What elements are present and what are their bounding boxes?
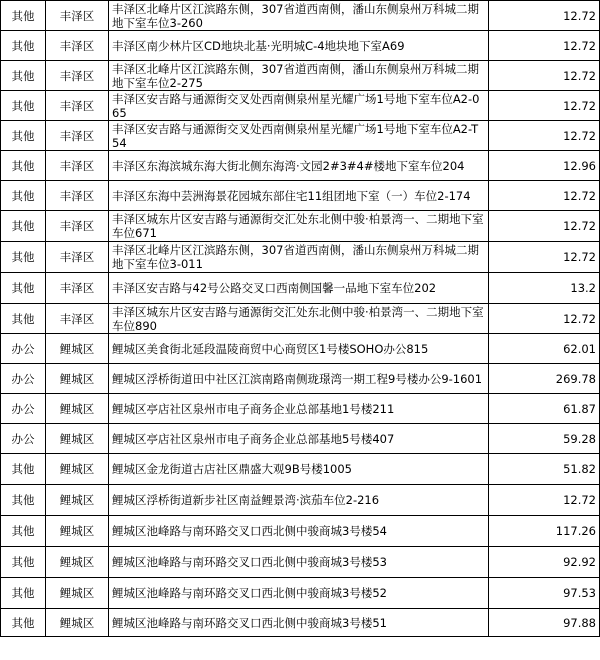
- type-cell: 其他: [1, 181, 46, 211]
- table-row: [1, 1, 600, 31]
- type-cell: 其他: [1, 61, 46, 91]
- district-cell: 丰泽区: [46, 304, 109, 334]
- address-cell: 丰泽区东海滨城东海大街北侧东海湾·文园2#3#4#楼地下室车位204: [109, 151, 489, 181]
- table-row: [1, 91, 600, 121]
- address-cell: 丰泽区城东片区安吉路与通源街交汇处东北侧中骏·柏景湾一、二期地下室车位890: [109, 304, 489, 334]
- district-cell: 丰泽区: [46, 211, 109, 242]
- table-row: [1, 364, 600, 394]
- table-row: [1, 334, 600, 364]
- area-cell: 12.72: [489, 31, 600, 61]
- address-cell: 丰泽区南少林片区CD地块北基·光明城C-4地块地下室A69: [109, 31, 489, 61]
- district-cell: 丰泽区: [46, 151, 109, 181]
- area-cell: 117.26: [489, 516, 600, 547]
- type-cell: 其他: [1, 547, 46, 578]
- table-row: [1, 609, 600, 637]
- table-row: [1, 394, 600, 424]
- type-cell: 其他: [1, 273, 46, 304]
- district-cell: 丰泽区: [46, 242, 109, 273]
- area-cell: 12.72: [489, 242, 600, 273]
- type-cell: 办公: [1, 394, 46, 424]
- address-cell: 丰泽区北峰片区江滨路东侧，307省道西南侧，潘山东侧泉州万科城二期地下室车位3-011: [109, 242, 489, 273]
- address-cell: 鲤城区池峰路与南环路交叉口西北侧中骏商城3号楼54: [109, 516, 489, 547]
- type-cell: 其他: [1, 578, 46, 609]
- type-cell: 其他: [1, 609, 46, 637]
- address-cell: 鲤城区美食街北延段温陵商贸中心商贸区1号楼SOHO办公815: [109, 334, 489, 364]
- address-cell: 丰泽区北峰片区江滨路东侧，307省道西南侧，潘山东侧泉州万科城二期地下室车位3-260: [109, 1, 489, 31]
- area-cell: 12.72: [489, 485, 600, 516]
- address-cell: 丰泽区安吉路与42号公路交叉口西南侧国馨一品地下室车位202: [109, 273, 489, 304]
- district-cell: 丰泽区: [46, 91, 109, 121]
- area-cell: 62.01: [489, 334, 600, 364]
- address-cell: 鲤城区池峰路与南环路交叉口西北侧中骏商城3号楼53: [109, 547, 489, 578]
- district-cell: 鲤城区: [46, 454, 109, 485]
- table-row: [1, 547, 600, 578]
- type-cell: 办公: [1, 364, 46, 394]
- area-cell: 51.82: [489, 454, 600, 485]
- type-cell: 其他: [1, 304, 46, 334]
- area-cell: 12.72: [489, 211, 600, 242]
- district-cell: 鲤城区: [46, 609, 109, 637]
- district-cell: 丰泽区: [46, 121, 109, 151]
- type-cell: 办公: [1, 334, 46, 364]
- table-row: [1, 454, 600, 485]
- type-cell: 其他: [1, 121, 46, 151]
- area-cell: 12.72: [489, 121, 600, 151]
- district-cell: 丰泽区: [46, 181, 109, 211]
- area-cell: 12.72: [489, 1, 600, 31]
- district-cell: 鲤城区: [46, 578, 109, 609]
- district-cell: 丰泽区: [46, 273, 109, 304]
- address-cell: 鲤城区池峰路与南环路交叉口西北侧中骏商城3号楼52: [109, 578, 489, 609]
- type-cell: 其他: [1, 485, 46, 516]
- type-cell: 其他: [1, 516, 46, 547]
- table-row: [1, 121, 600, 151]
- type-cell: 其他: [1, 242, 46, 273]
- table-row: [1, 304, 600, 334]
- area-cell: 12.72: [489, 181, 600, 211]
- address-cell: 鲤城区浮桥街道新步社区南益鲤景湾·滨茄车位2-216: [109, 485, 489, 516]
- address-cell: 丰泽区安吉路与通源街交叉处西南侧泉州星光耀广场1号地下室车位A2-065: [109, 91, 489, 121]
- address-cell: 鲤城区亭店社区泉州市电子商务企业总部基地1号楼211: [109, 394, 489, 424]
- table-row: [1, 424, 600, 454]
- area-cell: 92.92: [489, 547, 600, 578]
- table-row: [1, 242, 600, 273]
- type-cell: 办公: [1, 424, 46, 454]
- address-cell: 丰泽区北峰片区江滨路东侧，307省道西南侧，潘山东侧泉州万科城二期地下室车位2-275: [109, 61, 489, 91]
- district-cell: 丰泽区: [46, 1, 109, 31]
- area-cell: 12.72: [489, 304, 600, 334]
- district-cell: 鲤城区: [46, 394, 109, 424]
- area-cell: 97.88: [489, 609, 600, 637]
- area-cell: 61.87: [489, 394, 600, 424]
- address-cell: 丰泽区东海中芸洲海景花园城东部住宅11组团地下室（一）车位2-174: [109, 181, 489, 211]
- type-cell: 其他: [1, 1, 46, 31]
- table-row: [1, 516, 600, 547]
- area-cell: 12.72: [489, 91, 600, 121]
- type-cell: 其他: [1, 211, 46, 242]
- table-row: [1, 31, 600, 61]
- address-cell: 鲤城区亭店社区泉州市电子商务企业总部基地5号楼407: [109, 424, 489, 454]
- district-cell: 鲤城区: [46, 424, 109, 454]
- address-cell: 丰泽区安吉路与通源街交叉处西南侧泉州星光耀广场1号地下室车位A2-T54: [109, 121, 489, 151]
- district-cell: 鲤城区: [46, 485, 109, 516]
- type-cell: 其他: [1, 31, 46, 61]
- district-cell: 鲤城区: [46, 334, 109, 364]
- district-cell: 鲤城区: [46, 547, 109, 578]
- table-row: [1, 578, 600, 609]
- district-cell: 鲤城区: [46, 516, 109, 547]
- address-cell: 丰泽区城东片区安吉路与通源街交汇处东北侧中骏·柏景湾一、二期地下室车位671: [109, 211, 489, 242]
- address-cell: 鲤城区浮桥街道田中社区江滨南路南侧珑璟湾一期工程9号楼办公9-1601: [109, 364, 489, 394]
- address-cell: 鲤城区金龙街道古店社区鼎盛大观9B号楼1005: [109, 454, 489, 485]
- table-row: [1, 211, 600, 242]
- table-row: [1, 273, 600, 304]
- address-cell: 鲤城区池峰路与南环路交叉口西北侧中骏商城3号楼51: [109, 609, 489, 637]
- table-row: [1, 151, 600, 181]
- table-body: [1, 1, 600, 637]
- table-row: [1, 485, 600, 516]
- type-cell: 其他: [1, 454, 46, 485]
- area-cell: 59.28: [489, 424, 600, 454]
- district-cell: 丰泽区: [46, 31, 109, 61]
- area-cell: 13.2: [489, 273, 600, 304]
- district-cell: 丰泽区: [46, 61, 109, 91]
- table-row: [1, 61, 600, 91]
- area-cell: 97.53: [489, 578, 600, 609]
- area-cell: 12.72: [489, 61, 600, 91]
- table-row: [1, 181, 600, 211]
- district-cell: 鲤城区: [46, 364, 109, 394]
- type-cell: 其他: [1, 151, 46, 181]
- area-cell: 12.96: [489, 151, 600, 181]
- area-cell: 269.78: [489, 364, 600, 394]
- type-cell: 其他: [1, 91, 46, 121]
